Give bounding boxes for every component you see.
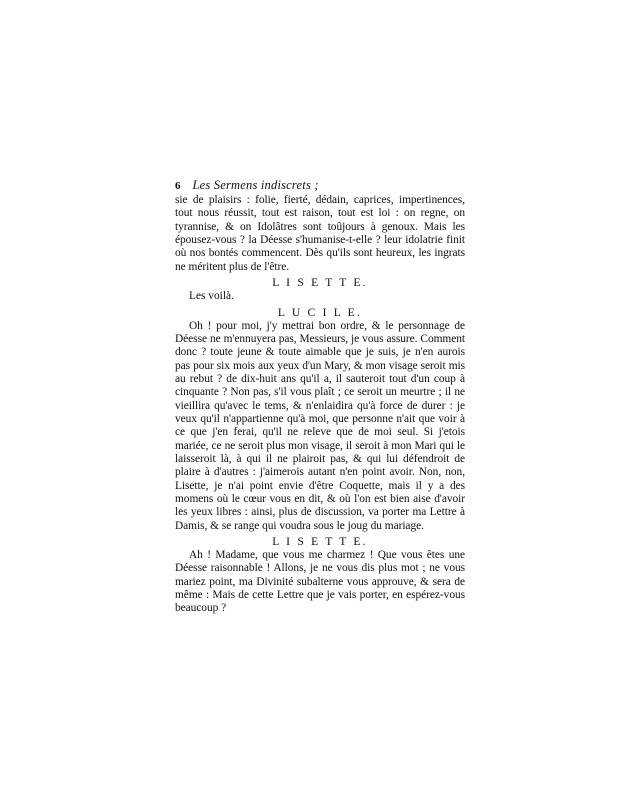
speech-lucile: Oh ! pour moi, j'y mettrai bon ordre, & le personnage de Déesse ne m'ennuyera pas, Messieurs, je vous assure. Comment donc ? toute jeune & toute aimable que je suis, je n'en aurois pas pour six mois aux yeux d'un Mary, & mon visage seroit mis au rebut ? de dix-huit ans qu'il a, il sauteroit tout d'un coup à cinquante ? Non pas, s'il vous plaît ; ce seroit un meurtre ; il ne vieillira qu'avec le tems, & n'enlaidira qu'à force de durer : je veux qu'il n'appartienne qu'à moi, que personne n'ait que voir à ce que j'en ferai, qu'il ne releve que de moi seul. Si j'etois mariée, ce ne seroit plus mon visage, il seroit à mon Mari qui le laisseroit là, à qui il ne plairoit pas, & qui lui défendroit de plaire à d'autres : j'aimerois autant n'en point avoir. Non, non, Lisette, je n'ai point envie d'être Coquette, mais il y a des momens où le cœur vous en dit, & où l'on est bien aise d'avoir les yeux libres : ainsi, plus de discussion, va porter ma Lettre à Damis, & se range qui voudra sous le joug du mariage. xyxy=(175,319,465,532)
speaker-heading-lisette-1: L I S E T T E. xyxy=(272,276,368,290)
line-lisette-1: Les voilà. xyxy=(189,290,234,303)
speaker-heading-lucile: L U C I L E. xyxy=(277,305,363,319)
speech-lisette-2: Ah ! Madame, que vous me charmez ! Que vous êtes une Déesse raisonnable ! Allons, je ne vous dis plus mot ; ne vous mariez point, ma Divinité subalterne vous approuve, & sera de même : Mais de cette Lettre que je vais porter, en espérez-vous beaucoup ? xyxy=(175,549,465,615)
page-header xyxy=(175,178,465,193)
paragraph-opening: sie de plaisirs : folie, fierté, dédain, caprices, impertinences, tout nous réussit, tout est raison, tout est loi : on regne, on tyrannise, & on Idolâtres sont toûjours à genoux. Mais les épousez-vous ? la Déesse s'humanise-t-elle ? leur idolatrie finit où nos bontés commencent. Dès qu'ils sont heureux, les ingrats ne méritent plus de l'être. xyxy=(175,194,465,273)
text-column xyxy=(175,178,465,616)
folio-number: 6 xyxy=(175,180,181,192)
running-title: Les Sermens indiscrets ; xyxy=(192,178,319,192)
speaker-heading-lisette-2: L I S E T T E. xyxy=(272,535,368,549)
